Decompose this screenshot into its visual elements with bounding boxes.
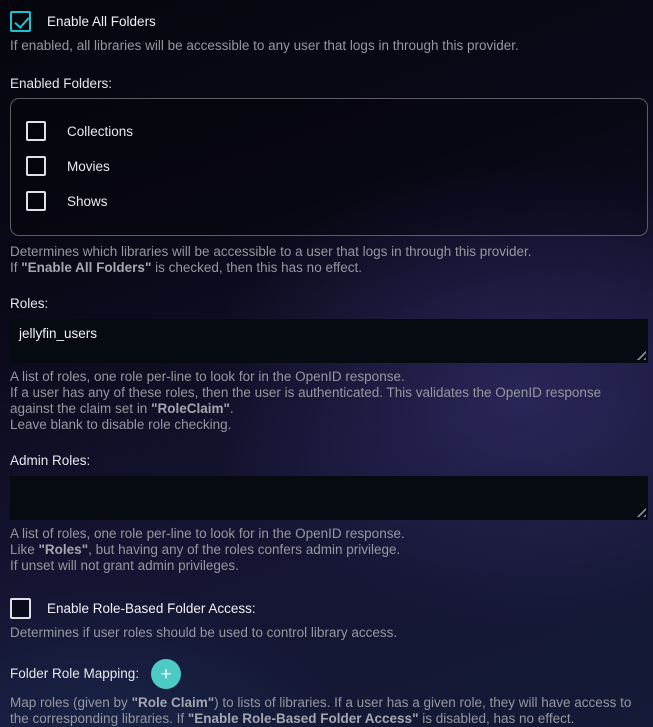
admin-roles-description-line2: Like "Roles", but having any of the roles confers admin privilege.	[10, 542, 401, 557]
enable-all-folders-label: Enable All Folders	[47, 14, 156, 29]
admin-roles-heading: Admin Roles:	[10, 453, 91, 468]
shows-label: Shows	[67, 193, 108, 209]
enable-all-folders-description: If enabled, all libraries will be accessible to any user that logs in through this provider.	[10, 38, 519, 53]
enable-all-folders-checkbox[interactable]	[10, 11, 31, 32]
folder-option-collections[interactable]	[26, 121, 632, 141]
admin-roles-description-line3: If unset will not grant admin privileges.	[10, 558, 239, 573]
folder-role-mapping-description: Map roles (given by "Role Claim") to lists of libraries. If a user has a given role, they will have access to the corresponding libraries. If "Enable Role-Based Folder Access" is disabled, has no effect.	[10, 695, 632, 726]
collections-label: Collections	[67, 123, 134, 139]
admin-roles-textarea[interactable]	[10, 476, 648, 520]
roles-description	[10, 369, 648, 433]
enabled-folders-list	[10, 98, 648, 236]
roles-description-line2: If a user has any of these roles, then the user is authenticated. This validates the OpenID response against the claim set in "RoleClaim".	[10, 385, 602, 416]
admin-roles-textarea-wrap	[10, 476, 648, 520]
enabled-folders-description-line1: Determines which libraries will be accessible to a user that logs in through this provider.	[10, 244, 532, 259]
role-based-folder-access-row[interactable]	[10, 598, 648, 619]
plus-icon: +	[160, 663, 172, 685]
collections-checkbox[interactable]	[26, 121, 46, 141]
movies-checkbox[interactable]	[26, 156, 46, 176]
folder-option-movies[interactable]	[26, 156, 632, 176]
roles-heading: Roles:	[10, 296, 49, 311]
roles-textarea[interactable]	[10, 319, 648, 363]
add-folder-role-mapping-button[interactable]	[151, 659, 181, 689]
role-based-folder-access-checkbox[interactable]	[10, 598, 31, 619]
folder-role-mapping-row	[10, 659, 648, 689]
admin-roles-description-line1: A list of roles, one role per-line to look for in the OpenID response.	[10, 526, 405, 541]
role-based-folder-access-label: Enable Role-Based Folder Access:	[47, 601, 256, 616]
enabled-folders-description-line2: If "Enable All Folders" is checked, then this has no effect.	[10, 260, 362, 275]
folder-option-shows[interactable]	[26, 191, 632, 211]
role-based-folder-access-description: Determines if user roles should be used to control library access.	[10, 625, 398, 640]
enable-all-folders-row[interactable]	[10, 11, 648, 32]
roles-textarea-wrap	[10, 319, 648, 363]
roles-description-line1: A list of roles, one role per-line to look for in the OpenID response.	[10, 369, 405, 384]
shows-checkbox[interactable]	[26, 191, 46, 211]
admin-roles-description	[10, 526, 648, 574]
enabled-folders-heading: Enabled Folders:	[10, 76, 113, 91]
movies-label: Movies	[67, 158, 110, 174]
roles-description-line3: Leave blank to disable role checking.	[10, 417, 232, 432]
enabled-folders-description	[10, 244, 648, 276]
folder-role-mapping-heading: Folder Role Mapping:	[10, 666, 140, 681]
